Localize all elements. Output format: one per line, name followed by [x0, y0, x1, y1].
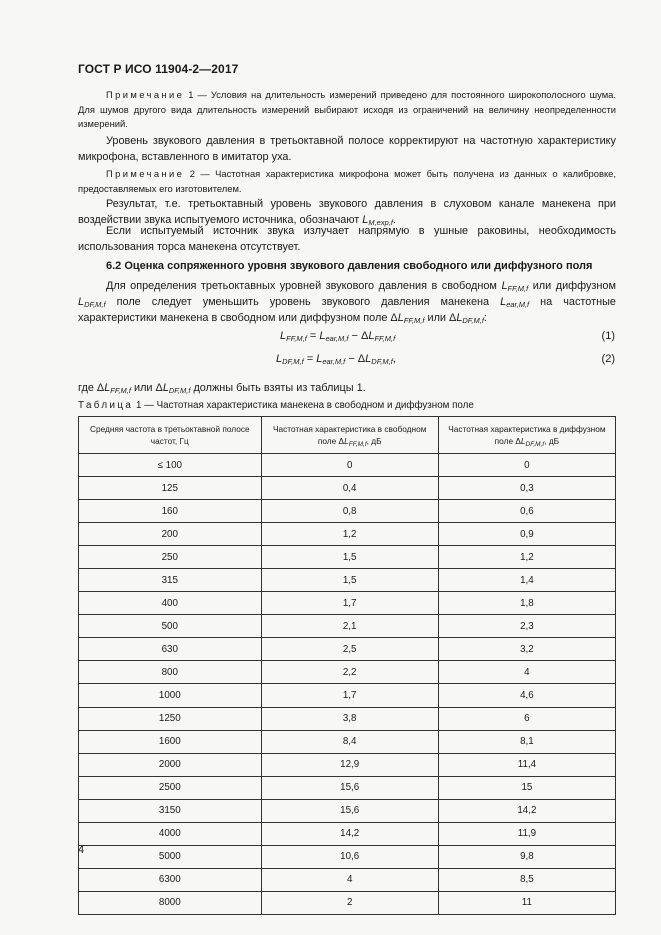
equation-2: $L_{DF,M,f} = L_{ear,M,f} - \Delta L_{DF,M,f}$,	[276, 353, 396, 366]
table-row	[79, 523, 616, 546]
cell-free-field: 3,8	[261, 707, 438, 730]
cell-frequency: 125	[79, 477, 262, 500]
paragraph-torso: Если испытуемый источник звука излучает напрямую в ушные раковины, необходимость использования торса манекена отсутствует.	[78, 225, 616, 253]
note-1	[78, 88, 616, 132]
note-2	[78, 167, 616, 196]
cell-free-field: 0	[261, 454, 438, 477]
note-1-label: Примечание	[106, 89, 185, 100]
def-sub-2: DF,M,f	[84, 300, 106, 309]
paragraph-where: где $\Delta L_{FF,M,f}$ или $\Delta L_{DF,M,f}$ должны быть взяты из таблицы 1.	[78, 382, 366, 395]
cell-frequency: 3150	[79, 799, 262, 822]
cell-free-field: 2,2	[261, 661, 438, 684]
cell-diffuse-field: 0,6	[438, 500, 615, 523]
table-row	[79, 707, 616, 730]
cell-diffuse-field: 1,4	[438, 569, 615, 592]
cell-diffuse-field: 11,9	[438, 822, 615, 845]
table-header-row	[79, 417, 616, 454]
cell-diffuse-field: 0,3	[438, 477, 615, 500]
note-1-text: 1 — Условия на длительность измерений приведено для постоянного широкополосного шума. Для шумов другого вида длительность измерений выбирают исходя из ограничений на величину неопределенности измерений.	[78, 89, 616, 129]
cell-free-field: 8,4	[261, 730, 438, 753]
def-text-4: на частотные характеристики манекена в свободном или диффузном поле	[78, 296, 616, 324]
where-sub-1: FF,M,f	[110, 386, 131, 395]
cell-diffuse-field: 14,2	[438, 799, 615, 822]
table-caption	[78, 400, 474, 411]
def-sub-4: FF,M,f	[403, 316, 425, 325]
cell-frequency: 2500	[79, 776, 262, 799]
cell-frequency: 2000	[79, 753, 262, 776]
cell-diffuse-field: 1,8	[438, 592, 615, 615]
table-row	[79, 615, 616, 638]
equation-1: $L_{FF,M,f} = L_{ear,M,f} - \Delta L_{FF,M,f}$	[280, 330, 396, 343]
paragraph-correction: Уровень звукового давления в третьоктавной полосе корректируют на частотную характеристику микрофона, вставленного в имитатор уха.	[78, 135, 616, 163]
table-caption-text: 1 — Частотная характеристика манекена в свободном и диффузном поле	[133, 400, 474, 411]
table-row	[79, 753, 616, 776]
equation-2-number: (2)	[601, 353, 615, 365]
table-row	[79, 845, 616, 868]
cell-frequency: 4000	[79, 822, 262, 845]
cell-free-field: 15,6	[261, 776, 438, 799]
frequency-response-table	[78, 416, 616, 915]
cell-free-field: 2	[261, 891, 438, 914]
cell-free-field: 15,6	[261, 799, 438, 822]
def-text-1: Для определения третьоктавных уровней звукового давления в свободном	[106, 280, 502, 292]
cell-frequency: 1250	[79, 707, 262, 730]
cell-free-field: 12,9	[261, 753, 438, 776]
cell-diffuse-field: 4	[438, 661, 615, 684]
cell-diffuse-field: 15	[438, 776, 615, 799]
paragraph-result-text: Результат, т.е. третьоктавный уровень звукового давления в слуховом канале манекена при воздействии звука испытуемого источника, обозначают	[78, 198, 616, 226]
symbol-L: L	[362, 214, 369, 226]
cell-free-field: 1,5	[261, 546, 438, 569]
cell-diffuse-field: 11	[438, 891, 615, 914]
cell-free-field: 1,7	[261, 592, 438, 615]
table-row	[79, 776, 616, 799]
cell-diffuse-field: 8,1	[438, 730, 615, 753]
cell-frequency: 6300	[79, 868, 262, 891]
cell-free-field: 0,4	[261, 477, 438, 500]
cell-frequency: 1000	[79, 684, 262, 707]
note-2-text: 2 — Частотная характеристика микрофона может быть получена из данных о калибровке, предоставляемых его изготовителем.	[78, 168, 616, 194]
document-header: ГОСТ Р ИСО 11904-2—2017	[78, 62, 239, 76]
cell-free-field: 1,5	[261, 569, 438, 592]
cell-free-field: 0,8	[261, 500, 438, 523]
table-row	[79, 822, 616, 845]
table-row	[79, 454, 616, 477]
page-number: 4	[78, 844, 85, 856]
eq1-r1-sub: ear,M,f	[325, 334, 349, 343]
cell-frequency: 1600	[79, 730, 262, 753]
eq2-lhs-sub: DF,M,f	[282, 357, 304, 366]
table-row	[79, 684, 616, 707]
table-row	[79, 477, 616, 500]
column-header-diffuse-field: Частотная характеристика в диффузном поле $\Delta L_{DF,M,f}$, дБ	[438, 417, 615, 454]
table-row	[79, 799, 616, 822]
cell-frequency: 250	[79, 546, 262, 569]
eq2-r2-sub: DF,M,f	[371, 357, 393, 366]
def-sub-1: FF,M,f	[507, 284, 529, 293]
eq2-r1-sub: ear,M,f	[322, 357, 346, 366]
cell-frequency: 315	[79, 569, 262, 592]
paragraph-definition: Для определения третьоктавных уровней звукового давления в свободном $L_{FF,M,f}$ или диффузном $L_{DF,M,f}$ поле следует уменьшить уровень звукового давления манекена $L_{ear,M,f}$ на частотные характеристики манекена в свободном или диффузном поле $\Delta L_{FF,M,f}$ или $\Delta L_{DF,M,f}$:	[78, 280, 616, 325]
cell-free-field: 4	[261, 868, 438, 891]
cell-diffuse-field: 6	[438, 707, 615, 730]
cell-frequency: ≤ 100	[79, 454, 262, 477]
column-header-free-field: Частотная характеристика в свободном поле $\Delta L_{FF,M,f}$, дБ	[261, 417, 438, 454]
where-text-3: должны быть взяты из таблицы 1.	[190, 382, 366, 394]
cell-frequency: 160	[79, 500, 262, 523]
table-row	[79, 638, 616, 661]
equation-1-number: (1)	[601, 330, 615, 342]
cell-diffuse-field: 8,5	[438, 868, 615, 891]
paragraph-result-end: .	[392, 214, 396, 226]
where-sub-2: DF,M,f	[168, 386, 191, 395]
cell-frequency: 400	[79, 592, 262, 615]
column-header-frequency: Средняя частота в третьоктавной полосе частот, Гц	[79, 417, 262, 454]
table-caption-label: Таблица	[78, 400, 134, 411]
def-text-2: или диффузном	[528, 280, 616, 292]
table-row	[79, 868, 616, 891]
cell-diffuse-field: 4,6	[438, 684, 615, 707]
table-row	[79, 592, 616, 615]
cell-frequency: 500	[79, 615, 262, 638]
eq1-r2-sub: FF,M,f	[374, 334, 396, 343]
cell-diffuse-field: 11,4	[438, 753, 615, 776]
cell-frequency: 800	[79, 661, 262, 684]
where-text-1: где	[78, 382, 97, 394]
table-row	[79, 661, 616, 684]
cell-frequency: 630	[79, 638, 262, 661]
section-title: 6.2 Оценка сопряженного уровня звукового давления свободного или диффузного поля	[106, 260, 593, 272]
cell-free-field: 2,5	[261, 638, 438, 661]
cell-diffuse-field: 3,2	[438, 638, 615, 661]
cell-free-field: 2,1	[261, 615, 438, 638]
def-sub-5: DF,M,f	[462, 316, 484, 325]
table-row	[79, 569, 616, 592]
cell-frequency: 200	[79, 523, 262, 546]
cell-free-field: 14,2	[261, 822, 438, 845]
table-row	[79, 891, 616, 914]
cell-diffuse-field: 1,2	[438, 546, 615, 569]
cell-free-field: 10,6	[261, 845, 438, 868]
cell-diffuse-field: 0,9	[438, 523, 615, 546]
cell-frequency: 5000	[79, 845, 262, 868]
cell-diffuse-field: 9,8	[438, 845, 615, 868]
cell-diffuse-field: 2,3	[438, 615, 615, 638]
eq1-lhs-sub: FF,M,f	[286, 334, 307, 343]
def-sub-3: ear,M,f	[506, 300, 530, 309]
cell-free-field: 1,2	[261, 523, 438, 546]
cell-frequency: 8000	[79, 891, 262, 914]
symbol-subscript: M,exp,f	[368, 218, 393, 227]
cell-free-field: 1,7	[261, 684, 438, 707]
table-row	[79, 546, 616, 569]
def-text-6: :	[483, 312, 487, 324]
table-row	[79, 500, 616, 523]
note-2-label: Примечание	[106, 168, 185, 179]
cell-diffuse-field: 0	[438, 454, 615, 477]
def-text-5: или	[424, 312, 450, 324]
where-text-2: или	[130, 382, 156, 394]
def-text-3: поле следует уменьшить уровень звукового давления манекена	[105, 296, 501, 308]
table-row	[79, 730, 616, 753]
